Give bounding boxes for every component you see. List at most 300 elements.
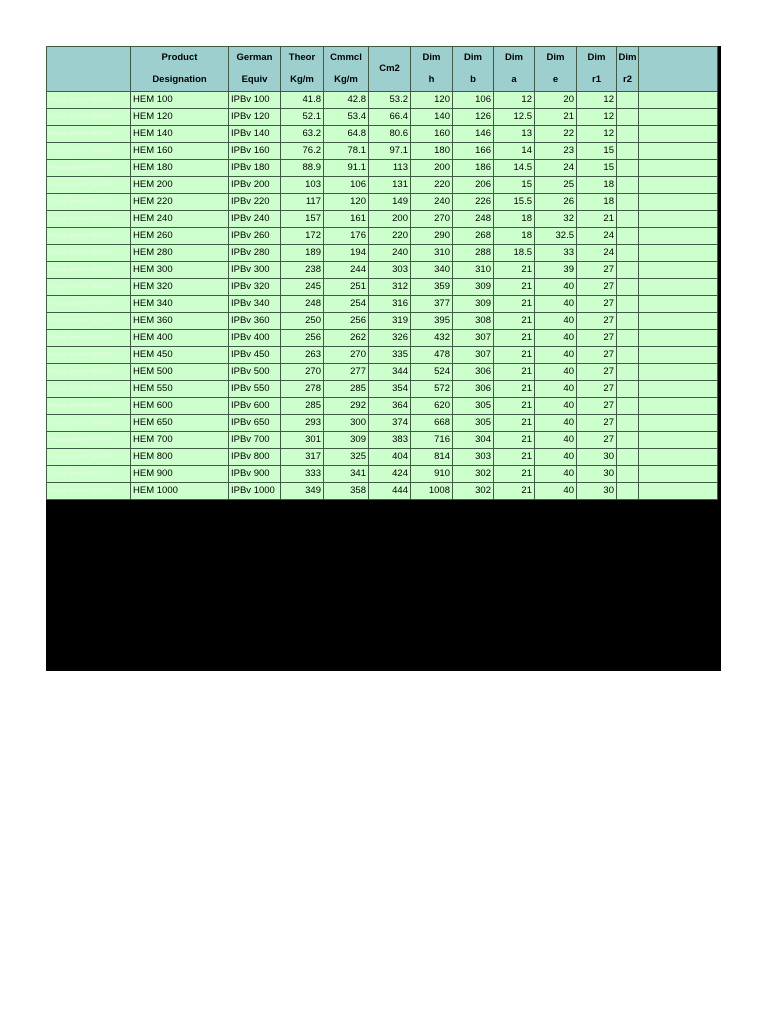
request-quote-link[interactable]: Request quote for HEM 320: [49, 283, 111, 290]
request-quote-link[interactable]: Request quote for HEM 900: [49, 470, 111, 477]
column-header-top: Theor: [288, 52, 316, 63]
cell-dim-b: 305: [453, 415, 494, 432]
cell-german-equiv: IPBv 400: [229, 330, 281, 347]
cell-designation: HEM 900: [131, 466, 229, 483]
cell-dim-r2: [617, 466, 639, 483]
column-header-bottom: r1: [592, 74, 601, 85]
cell-dim-e: 40: [535, 466, 577, 483]
column-header: [47, 47, 131, 92]
cell-dim-a: 12.5: [494, 109, 535, 126]
cell-request-link: [47, 262, 131, 279]
cell-dim-r1: 12: [577, 92, 617, 109]
cell-cmmcl-kgm: 270: [324, 347, 369, 364]
cell-dim-h: 716: [411, 432, 453, 449]
column-header: [639, 47, 718, 92]
cell-designation: HEM 140: [131, 126, 229, 143]
cell-cmmcl-kgm: 53.4: [324, 109, 369, 126]
request-quote-link[interactable]: Request quote for HEM 160: [49, 147, 111, 154]
cell-dim-b: 303: [453, 449, 494, 466]
cell-dim-a: 15: [494, 177, 535, 194]
table-row: [47, 466, 718, 483]
cell-theor-kgm: 52.1: [281, 109, 324, 126]
cell-area-cm2: 97.1: [369, 143, 411, 160]
cell-cmmcl-kgm: 300: [324, 415, 369, 432]
cell-dim-r2: [617, 347, 639, 364]
cell-theor-kgm: 301: [281, 432, 324, 449]
cell-dim-r1: 27: [577, 262, 617, 279]
cell-area-cm2: 364: [369, 398, 411, 415]
cell-dim-e: 24: [535, 160, 577, 177]
cell-theor-kgm: 293: [281, 415, 324, 432]
cell-german-equiv: IPBv 140: [229, 126, 281, 143]
cell-dim-a: 12: [494, 92, 535, 109]
cell-dim-h: 120: [411, 92, 453, 109]
cell-dim-e: 40: [535, 449, 577, 466]
cell-area-cm2: 316: [369, 296, 411, 313]
cell-dim-b: 307: [453, 330, 494, 347]
cell-request-link: [47, 313, 131, 330]
cell-dim-r2: [617, 245, 639, 262]
request-quote-link[interactable]: Request quote for HEM 800: [49, 453, 111, 460]
cell-empty: [639, 415, 718, 432]
cell-german-equiv: IPBv 220: [229, 194, 281, 211]
cell-german-equiv: IPBv 1000: [229, 483, 281, 500]
cell-dim-r1: 27: [577, 364, 617, 381]
cell-empty: [639, 143, 718, 160]
cell-dim-e: 23: [535, 143, 577, 160]
cell-empty: [639, 398, 718, 415]
cell-area-cm2: 240: [369, 245, 411, 262]
cell-area-cm2: 200: [369, 211, 411, 228]
cell-designation: HEM 320: [131, 279, 229, 296]
cell-theor-kgm: 157: [281, 211, 324, 228]
cell-dim-r1: 27: [577, 347, 617, 364]
cell-german-equiv: IPBv 450: [229, 347, 281, 364]
column-header: [369, 47, 411, 92]
cell-theor-kgm: 88.9: [281, 160, 324, 177]
request-quote-link[interactable]: Request quote for HEM 700: [49, 436, 111, 443]
cell-dim-b: 308: [453, 313, 494, 330]
request-quote-link[interactable]: Request quote for HEM 340: [49, 300, 111, 307]
cell-theor-kgm: 248: [281, 296, 324, 313]
cell-request-link: [47, 296, 131, 313]
cell-dim-r1: 27: [577, 313, 617, 330]
cell-empty: [639, 347, 718, 364]
cell-cmmcl-kgm: 120: [324, 194, 369, 211]
cell-cmmcl-kgm: 256: [324, 313, 369, 330]
cell-dim-h: 310: [411, 245, 453, 262]
cell-empty: [639, 483, 718, 500]
column-header: [229, 47, 281, 92]
cell-designation: HEM 800: [131, 449, 229, 466]
cell-dim-e: 40: [535, 279, 577, 296]
cell-dim-r2: [617, 228, 639, 245]
cell-theor-kgm: 189: [281, 245, 324, 262]
cell-request-link: [47, 432, 131, 449]
cell-request-link: [47, 279, 131, 296]
cell-german-equiv: IPBv 200: [229, 177, 281, 194]
cell-dim-r1: 27: [577, 398, 617, 415]
column-header: [617, 47, 639, 92]
cell-dim-e: 40: [535, 381, 577, 398]
cell-dim-e: 40: [535, 398, 577, 415]
cell-dim-a: 21: [494, 398, 535, 415]
cell-dim-r2: [617, 126, 639, 143]
request-quote-link[interactable]: Request quote for HEM 600: [49, 402, 111, 409]
cell-dim-h: 140: [411, 109, 453, 126]
cell-empty: [639, 449, 718, 466]
cell-dim-h: 432: [411, 330, 453, 347]
request-quote-link[interactable]: Request quote for HEM 140: [49, 130, 111, 137]
cell-dim-a: 15.5: [494, 194, 535, 211]
cell-dim-a: 21: [494, 432, 535, 449]
cell-designation: HEM 650: [131, 415, 229, 432]
table-row: [47, 449, 718, 466]
cell-theor-kgm: 172: [281, 228, 324, 245]
cell-empty: [639, 228, 718, 245]
cell-empty: [639, 364, 718, 381]
column-header: [453, 47, 494, 92]
cell-dim-b: 302: [453, 483, 494, 500]
cell-dim-a: 21: [494, 449, 535, 466]
column-header-bottom: r2: [623, 74, 632, 85]
cell-dim-e: 40: [535, 330, 577, 347]
cell-designation: HEM 400: [131, 330, 229, 347]
cell-dim-a: 21: [494, 483, 535, 500]
cell-dim-e: 32: [535, 211, 577, 228]
cell-request-link: [47, 398, 131, 415]
cell-empty: [639, 160, 718, 177]
column-header-bottom: Kg/m: [290, 74, 314, 85]
cell-dim-b: 186: [453, 160, 494, 177]
cell-empty: [639, 313, 718, 330]
cell-german-equiv: IPBv 160: [229, 143, 281, 160]
cell-dim-r1: 12: [577, 109, 617, 126]
cell-dim-r1: 24: [577, 228, 617, 245]
cell-empty: [639, 381, 718, 398]
request-quote-link[interactable]: Request quote for HEM 550: [49, 385, 111, 392]
cell-dim-r2: [617, 313, 639, 330]
cell-request-link: [47, 347, 131, 364]
cell-dim-a: 21: [494, 330, 535, 347]
cell-area-cm2: 303: [369, 262, 411, 279]
cell-cmmcl-kgm: 244: [324, 262, 369, 279]
column-header-top: Dim: [587, 52, 606, 63]
cell-area-cm2: 444: [369, 483, 411, 500]
table-row: [47, 313, 718, 330]
cell-dim-r1: 30: [577, 466, 617, 483]
table-row: [47, 211, 718, 228]
cell-dim-b: 106: [453, 92, 494, 109]
cell-area-cm2: 354: [369, 381, 411, 398]
request-quote-link[interactable]: Request quote for HEM 450: [49, 351, 111, 358]
request-quote-link[interactable]: Request quote for HEM 180: [49, 164, 111, 171]
cell-dim-r1: 18: [577, 194, 617, 211]
cell-dim-h: 180: [411, 143, 453, 160]
cell-dim-e: 39: [535, 262, 577, 279]
cell-theor-kgm: 103: [281, 177, 324, 194]
cell-german-equiv: IPBv 240: [229, 211, 281, 228]
cell-dim-h: 359: [411, 279, 453, 296]
column-header-bottom: Designation: [152, 74, 207, 85]
column-header-top: Dim: [422, 52, 441, 63]
cell-designation: HEM 600: [131, 398, 229, 415]
cell-dim-h: 270: [411, 211, 453, 228]
column-header: [577, 47, 617, 92]
cell-request-link: [47, 245, 131, 262]
cell-dim-a: 21: [494, 415, 535, 432]
request-quote-link[interactable]: Request quote for HEM 650: [49, 419, 111, 426]
cell-cmmcl-kgm: 161: [324, 211, 369, 228]
request-quote-link[interactable]: Request quote for HEM 200: [49, 181, 111, 188]
cell-dim-a: 14.5: [494, 160, 535, 177]
cell-area-cm2: 404: [369, 449, 411, 466]
cell-cmmcl-kgm: 42.8: [324, 92, 369, 109]
cell-dim-b: 310: [453, 262, 494, 279]
spreadsheet-sheet: [46, 46, 721, 671]
cell-designation: HEM 340: [131, 296, 229, 313]
cell-dim-r2: [617, 143, 639, 160]
table-body: [47, 92, 718, 500]
cell-request-link: [47, 211, 131, 228]
cell-theor-kgm: 278: [281, 381, 324, 398]
request-quote-link[interactable]: Request quote for HEM 260: [49, 232, 111, 239]
cell-designation: HEM 450: [131, 347, 229, 364]
cell-request-link: [47, 160, 131, 177]
cell-theor-kgm: 317: [281, 449, 324, 466]
cell-german-equiv: IPBv 650: [229, 415, 281, 432]
column-header: [411, 47, 453, 92]
cell-dim-e: 40: [535, 364, 577, 381]
table-row: [47, 398, 718, 415]
cell-dim-b: 309: [453, 296, 494, 313]
cell-dim-e: 25: [535, 177, 577, 194]
request-quote-link[interactable]: Request quote for HEM 280: [49, 249, 111, 256]
table-row: [47, 92, 718, 109]
table-row: [47, 194, 718, 211]
cell-request-link: [47, 228, 131, 245]
cell-area-cm2: 326: [369, 330, 411, 347]
cell-dim-a: 21: [494, 364, 535, 381]
table-row: [47, 262, 718, 279]
cell-dim-r1: 21: [577, 211, 617, 228]
cell-dim-a: 18: [494, 228, 535, 245]
request-quote-link[interactable]: Request quote for HEM 220: [49, 198, 111, 205]
cell-cmmcl-kgm: 91.1: [324, 160, 369, 177]
cell-german-equiv: IPBv 260: [229, 228, 281, 245]
cell-empty: [639, 245, 718, 262]
cell-dim-h: 478: [411, 347, 453, 364]
cell-dim-r2: [617, 449, 639, 466]
cell-designation: HEM 180: [131, 160, 229, 177]
cell-dim-e: 21: [535, 109, 577, 126]
cell-dim-h: 290: [411, 228, 453, 245]
cell-cmmcl-kgm: 64.8: [324, 126, 369, 143]
table-row: [47, 381, 718, 398]
cell-dim-b: 309: [453, 279, 494, 296]
cell-theor-kgm: 41.8: [281, 92, 324, 109]
cell-dim-a: 21: [494, 466, 535, 483]
cell-dim-r1: 18: [577, 177, 617, 194]
cell-dim-a: 14: [494, 143, 535, 160]
cell-dim-b: 126: [453, 109, 494, 126]
cell-dim-h: 814: [411, 449, 453, 466]
request-quote-link[interactable]: Request quote for HEM 240: [49, 215, 111, 222]
cell-dim-b: 268: [453, 228, 494, 245]
request-quote-link[interactable]: Request quote for HEM 120: [49, 113, 111, 120]
cell-theor-kgm: 349: [281, 483, 324, 500]
cell-dim-r1: 27: [577, 296, 617, 313]
column-header-bottom: a: [511, 74, 517, 85]
cell-designation: HEM 120: [131, 109, 229, 126]
cell-request-link: [47, 109, 131, 126]
cell-german-equiv: IPBv 180: [229, 160, 281, 177]
cell-dim-r2: [617, 109, 639, 126]
cell-dim-e: 40: [535, 415, 577, 432]
cell-dim-a: 21: [494, 296, 535, 313]
cell-cmmcl-kgm: 341: [324, 466, 369, 483]
column-header-bottom: Equiv: [241, 74, 268, 85]
cell-german-equiv: IPBv 800: [229, 449, 281, 466]
cell-area-cm2: 220: [369, 228, 411, 245]
column-header: [131, 47, 229, 92]
cell-dim-a: 21: [494, 279, 535, 296]
table-row: [47, 296, 718, 313]
cell-dim-r1: 30: [577, 483, 617, 500]
cell-theor-kgm: 263: [281, 347, 324, 364]
cell-dim-r1: 27: [577, 415, 617, 432]
cell-empty: [639, 109, 718, 126]
cell-dim-h: 395: [411, 313, 453, 330]
table-row: [47, 347, 718, 364]
cell-area-cm2: 374: [369, 415, 411, 432]
cell-dim-r1: 15: [577, 143, 617, 160]
cell-dim-e: 40: [535, 313, 577, 330]
request-quote-link[interactable]: Request quote for HEM 360: [49, 317, 111, 324]
cell-dim-h: 340: [411, 262, 453, 279]
cell-dim-r1: 27: [577, 432, 617, 449]
cell-dim-r2: [617, 432, 639, 449]
cell-request-link: [47, 330, 131, 347]
cell-german-equiv: IPBv 360: [229, 313, 281, 330]
cell-dim-a: 21: [494, 381, 535, 398]
cell-designation: HEM 280: [131, 245, 229, 262]
cell-theor-kgm: 250: [281, 313, 324, 330]
cell-dim-h: 910: [411, 466, 453, 483]
cell-empty: [639, 296, 718, 313]
hem-beam-table: [46, 46, 718, 500]
cell-cmmcl-kgm: 285: [324, 381, 369, 398]
cell-request-link: [47, 381, 131, 398]
column-header-top: Dim: [546, 52, 565, 63]
table-row: [47, 483, 718, 500]
cell-area-cm2: 312: [369, 279, 411, 296]
table-row: [47, 432, 718, 449]
cell-area-cm2: 319: [369, 313, 411, 330]
cell-request-link: [47, 194, 131, 211]
column-header-top: German: [236, 52, 273, 63]
cell-dim-b: 305: [453, 398, 494, 415]
cell-cmmcl-kgm: 309: [324, 432, 369, 449]
table-row: [47, 177, 718, 194]
cell-dim-r2: [617, 364, 639, 381]
cell-theor-kgm: 333: [281, 466, 324, 483]
cell-dim-b: 304: [453, 432, 494, 449]
cell-area-cm2: 335: [369, 347, 411, 364]
cell-request-link: [47, 415, 131, 432]
cell-request-link: [47, 466, 131, 483]
cell-cmmcl-kgm: 106: [324, 177, 369, 194]
cell-designation: HEM 360: [131, 313, 229, 330]
cell-designation: HEM 220: [131, 194, 229, 211]
cell-request-link: [47, 143, 131, 160]
table-row: [47, 415, 718, 432]
request-quote-link[interactable]: Request quote for HEM 1000: [49, 487, 114, 494]
cell-dim-h: 572: [411, 381, 453, 398]
cell-dim-r2: [617, 381, 639, 398]
cell-dim-b: 146: [453, 126, 494, 143]
cell-dim-r1: 24: [577, 245, 617, 262]
cell-empty: [639, 92, 718, 109]
cell-german-equiv: IPBv 100: [229, 92, 281, 109]
cell-theor-kgm: 76.2: [281, 143, 324, 160]
table-row: [47, 364, 718, 381]
table-row: [47, 228, 718, 245]
cell-cmmcl-kgm: 277: [324, 364, 369, 381]
cell-dim-a: 18: [494, 211, 535, 228]
cell-dim-r1: 27: [577, 279, 617, 296]
request-quote-link[interactable]: Request quote for HEM 300: [49, 266, 111, 273]
cell-area-cm2: 66.4: [369, 109, 411, 126]
table-row: [47, 330, 718, 347]
column-header: [324, 47, 369, 92]
cell-dim-h: 524: [411, 364, 453, 381]
cell-german-equiv: IPBv 120: [229, 109, 281, 126]
cell-cmmcl-kgm: 251: [324, 279, 369, 296]
cell-empty: [639, 211, 718, 228]
column-header-top: Dim: [505, 52, 523, 63]
cell-designation: HEM 100: [131, 92, 229, 109]
column-header: [535, 47, 577, 92]
request-quote-link[interactable]: Request quote for HEM 100: [49, 96, 111, 103]
cell-dim-a: 21: [494, 347, 535, 364]
request-quote-link[interactable]: Request quote for HEM 400: [49, 334, 111, 341]
cell-dim-r2: [617, 296, 639, 313]
cell-empty: [639, 126, 718, 143]
cell-designation: HEM 300: [131, 262, 229, 279]
cell-dim-r2: [617, 483, 639, 500]
cell-theor-kgm: 245: [281, 279, 324, 296]
cell-empty: [639, 177, 718, 194]
table-row: [47, 279, 718, 296]
cell-dim-h: 160: [411, 126, 453, 143]
table-row: [47, 245, 718, 262]
cell-area-cm2: 424: [369, 466, 411, 483]
cell-dim-r1: 27: [577, 330, 617, 347]
cell-cmmcl-kgm: 78.1: [324, 143, 369, 160]
cell-dim-b: 306: [453, 381, 494, 398]
cell-cmmcl-kgm: 292: [324, 398, 369, 415]
cell-designation: HEM 700: [131, 432, 229, 449]
cell-theor-kgm: 117: [281, 194, 324, 211]
cell-german-equiv: IPBv 500: [229, 364, 281, 381]
cell-dim-a: 21: [494, 262, 535, 279]
column-header-bottom: h: [428, 74, 435, 85]
request-quote-link[interactable]: Request quote for HEM 500: [49, 368, 111, 375]
cell-theor-kgm: 63.2: [281, 126, 324, 143]
cell-german-equiv: IPBv 340: [229, 296, 281, 313]
cell-dim-r2: [617, 92, 639, 109]
